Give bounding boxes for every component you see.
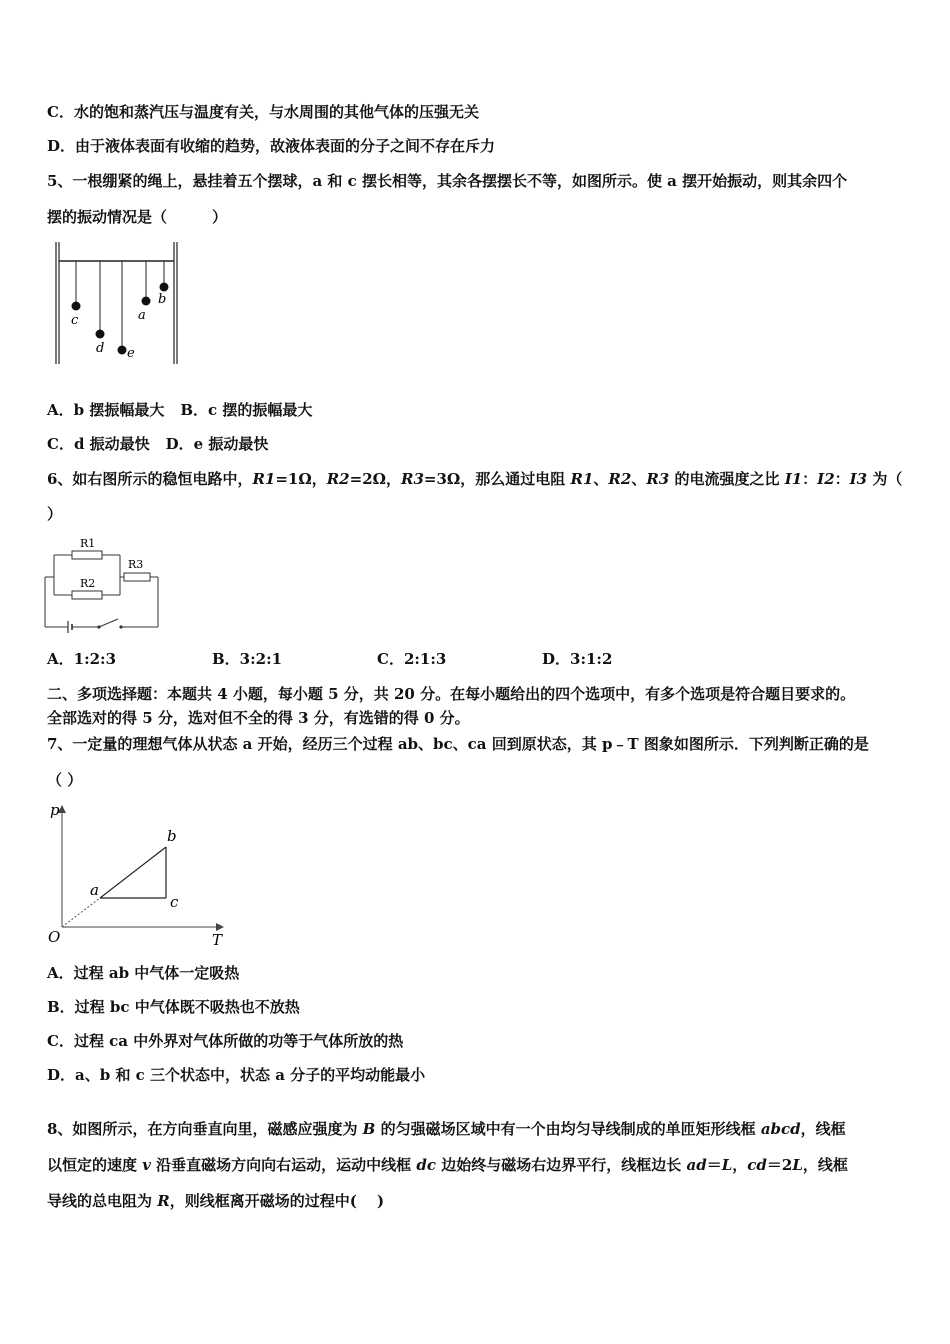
pendulum-ball-a: [142, 297, 151, 306]
q6-sep1: 、: [593, 470, 609, 488]
q8-l2-part3: 边始终与磁场右边界平行，线框边长: [436, 1156, 687, 1174]
q6-ref-r1: R1: [570, 470, 594, 488]
label-c: c: [71, 313, 79, 328]
q5-options-cd: [47, 433, 268, 455]
section2-line2: 全部选对的得 5 分，选对但不全的得 3 分，有选错的得 0 分。: [47, 709, 470, 727]
q6-stem-intro: 6、如右图所示的稳恒电路中，: [47, 470, 253, 488]
label-r2: R2: [80, 577, 96, 590]
label-O: O: [48, 928, 61, 946]
q8-l2-eq2: ＝2: [766, 1156, 793, 1174]
switch-lever: [99, 619, 118, 627]
q6-stem-line1: [47, 468, 902, 490]
label-a: a: [90, 881, 99, 899]
q7-stem-line1: 7、一定量的理想气体从状态 a 开始，经历三个过程 ab、bc、ca 回到原状态，其 p﹣T 图象如图所示．下列判断正确的是: [47, 735, 869, 753]
q8-stem-line3: [47, 1190, 384, 1212]
q8-stem-line2: [47, 1154, 848, 1176]
q7-option-a: A．过程 ab 中气体一定吸热: [47, 964, 240, 982]
q6-r1: R1: [252, 470, 276, 488]
label-r3: R3: [128, 558, 144, 571]
label-c: c: [170, 893, 179, 911]
q8-l3-part2: ，则线框离开磁场的过程中( ): [169, 1192, 385, 1210]
q8-var-v: v: [142, 1156, 151, 1174]
q8-stem-line1: [47, 1118, 846, 1140]
q8-l1-part2: 的匀强磁场区域中有一个由均匀导线制成的单匝矩形线框: [375, 1120, 761, 1138]
resistor-r3: [124, 573, 150, 581]
q5-stem-line1: 5、一根绷紧的绳上，悬挂着五个摆球，a 和 c 摆长相等，其余各摆摆长不等，如图所示。使 a 摆开始振动，则其余四个: [47, 172, 848, 190]
q6-colon1: ：: [802, 470, 818, 488]
q6-stem-mid: 的电流强度之比: [669, 470, 785, 488]
pendulum-figure: [48, 240, 184, 368]
q6-r3-value: =3Ω，那么通过电阻: [423, 470, 571, 488]
q4-option-d: D．由于液体表面有收缩的趋势，故液体表面的分子之间不存在斥力: [47, 137, 496, 155]
label-b: b: [167, 827, 177, 845]
q8-var-cd: cd: [747, 1156, 767, 1174]
q8-var-dc: dc: [416, 1156, 437, 1174]
pendulum-ball-c: [72, 302, 81, 311]
pendulum-ball-e: [118, 346, 127, 355]
q6-option-b: B．3:2:1: [212, 650, 283, 668]
q6-ref-r3: R3: [646, 470, 670, 488]
q5-option-c: C．d 振动最快: [47, 435, 150, 453]
q6-r3: R3: [400, 470, 424, 488]
q8-l2-comma: ，: [732, 1156, 748, 1174]
q6-i3: I3: [849, 470, 868, 488]
q6-i2: I2: [817, 470, 835, 488]
origin-dashed-line: [62, 898, 100, 927]
q5-option-b: B．c 摆的振幅最大: [180, 401, 313, 419]
q5-option-a: A．b 摆振幅最大: [47, 401, 165, 419]
q8-var-L1: L: [721, 1156, 733, 1174]
q6-r2: R2: [326, 470, 350, 488]
q6-option-a: A．1:2:3: [47, 650, 117, 668]
q6-ref-r2: R2: [608, 470, 632, 488]
q6-option-c: C．2:1:3: [377, 650, 447, 668]
q8-l1-part1: 8、如图所示，在方向垂直向里，磁感应强度为: [47, 1120, 363, 1138]
q6-option-d: D．3:1:2: [542, 650, 613, 668]
circuit-figure: [42, 533, 164, 637]
label-r1: R1: [80, 537, 96, 550]
label-e: e: [127, 346, 135, 361]
q6-stem-tail: 为（: [867, 470, 903, 488]
q8-l3-part1: 导线的总电阻为: [47, 1192, 158, 1210]
resistor-r1: [72, 551, 102, 559]
q6-i1: I1: [784, 470, 803, 488]
q8-l1-part3: ，线框: [800, 1120, 846, 1138]
label-b: b: [158, 292, 167, 307]
q5-options-ab: [47, 399, 312, 421]
label-T: T: [212, 931, 223, 949]
q5-option-d: D．e 振动最快: [165, 435, 269, 453]
pt-graph: [42, 797, 232, 949]
label-p: p: [50, 801, 60, 819]
label-a: a: [138, 308, 146, 323]
resistor-r2: [72, 591, 102, 599]
q8-var-abcd: abcd: [760, 1120, 801, 1138]
pendulum-ball-b: [160, 283, 169, 292]
q6-r1-value: =1Ω，: [275, 470, 327, 488]
q8-var-R: R: [157, 1192, 170, 1210]
q7-stem-line2: （ ）: [47, 771, 83, 789]
q8-var-ad: ad: [686, 1156, 707, 1174]
q5-stem-line2: 摆的振动情况是（ ）: [47, 208, 228, 226]
q6-r2-value: =2Ω，: [349, 470, 401, 488]
q6-stem-line2: ）: [47, 505, 63, 523]
q6-sep2: 、: [631, 470, 647, 488]
q8-l2-part1: 以恒定的速度: [47, 1156, 143, 1174]
q7-option-c: C．过程 ca 中外界对气体所做的功等于气体所放的热: [47, 1032, 404, 1050]
q7-option-d: D．a、b 和 c 三个状态中，状态 a 分子的平均动能最小: [47, 1066, 426, 1084]
q4-option-c: C．水的饱和蒸汽压与温度有关，与水周围的其他气体的压强无关: [47, 103, 479, 121]
q8-var-B: B: [362, 1120, 376, 1138]
label-d: d: [96, 341, 105, 356]
process-ab: [100, 847, 166, 898]
q8-l2-part2: 沿垂直磁场方向向右运动，运动中线框: [150, 1156, 417, 1174]
pendulum-ball-d: [96, 330, 105, 339]
q8-var-L2: L: [792, 1156, 803, 1174]
section2-line1: 二、多项选择题：本题共 4 小题，每小题 5 分，共 20 分。在每小题给出的四个选项中，有多个选项是符合题目要求的。: [47, 685, 856, 703]
q6-colon2: ：: [834, 470, 850, 488]
q7-option-b: B．过程 bc 中气体既不吸热也不放热: [47, 998, 300, 1016]
q8-l2-eq1: ＝: [706, 1156, 722, 1174]
q8-l2-part4: ，线框: [802, 1156, 848, 1174]
